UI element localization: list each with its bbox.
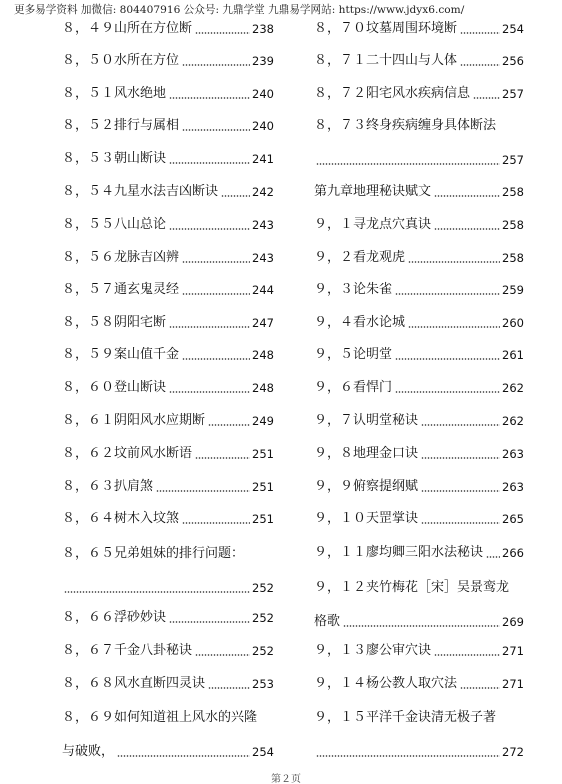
toc-entry-title: ８，６２坟前风水断语 — [62, 446, 193, 461]
toc-leader-row — [62, 641, 274, 661]
toc-page-number: 241 — [252, 152, 274, 166]
toc-page-number: 251 — [252, 512, 274, 526]
toc-page-number: 254 — [252, 745, 274, 759]
toc-page-number: 247 — [252, 316, 274, 330]
toc-dot-leader — [169, 97, 250, 99]
toc-page-number: 259 — [502, 283, 524, 297]
toc-dot-leader — [208, 687, 250, 689]
toc-dot-leader — [169, 162, 250, 164]
toc-dot-leader — [169, 326, 250, 328]
toc-dot-leader — [395, 391, 500, 393]
toc-entry-title: 第九章地理秘诀赋文 — [314, 184, 432, 199]
toc-leader-row — [62, 444, 274, 464]
toc-entry-title: ８，５３朝山断诀 — [62, 151, 167, 166]
toc-page-number: 262 — [502, 414, 524, 428]
toc-page-number: 263 — [502, 447, 524, 461]
toc-leader-row — [314, 477, 524, 497]
toc-entry-line — [62, 544, 274, 564]
toc-entry-line — [314, 116, 524, 136]
toc-entry-title: ９，１４杨公教人取穴法 — [314, 676, 458, 691]
toc-leader-row — [62, 345, 274, 365]
toc-entry-title: ９，１寻龙点穴真诀 — [314, 217, 432, 232]
toc-leader-row — [62, 51, 274, 71]
toc-leader-row — [314, 182, 524, 202]
toc-page-number: 271 — [502, 677, 524, 691]
toc-leader-row — [314, 248, 524, 268]
toc-leader-row — [314, 150, 524, 170]
toc-entry-title: ８，６５兄弟姐妹的排行问题： — [62, 546, 245, 561]
toc-dot-leader — [434, 228, 500, 230]
toc-leader-row — [314, 674, 524, 694]
toc-entry-title: ８，６３扒肩煞 — [62, 479, 154, 494]
toc-leader-row — [314, 215, 524, 235]
toc-dot-leader — [182, 64, 250, 66]
page-header-banner — [0, 0, 562, 20]
toc-leader-row — [62, 116, 274, 136]
toc-entry-title: ９，７认明堂秘诀 — [314, 413, 419, 428]
toc-dot-leader — [182, 261, 250, 263]
toc-leader-row — [62, 313, 274, 333]
toc-entry-title: ９，１１廖均卿三阳水法秘诀 — [314, 545, 484, 560]
toc-page-number: 258 — [502, 185, 524, 199]
toc-entry-title: ８，５０水所在方位 — [62, 53, 180, 68]
toc-page-number: 257 — [502, 153, 524, 167]
toc-dot-leader — [117, 755, 250, 757]
footer-text: 第２页 — [271, 774, 301, 784]
toc-dot-leader — [434, 654, 500, 656]
toc-page-number: 240 — [252, 87, 274, 101]
toc-dot-leader — [182, 522, 250, 524]
toc-dot-leader — [421, 490, 500, 492]
toc-entry-title: ８，６６浮砂妙诀 — [62, 610, 167, 625]
toc-leader-row — [62, 19, 274, 39]
toc-page-number: 248 — [252, 381, 274, 395]
toc-entry-title: ９，１５平洋千金诀清无极子著 — [314, 710, 497, 725]
toc-page-number: 258 — [502, 218, 524, 232]
toc-dot-leader — [460, 32, 500, 34]
toc-dot-leader — [421, 522, 500, 524]
toc-entry-title: ８，７１二十四山与人体 — [314, 53, 458, 68]
toc-entry-title: ９，８地理金口诀 — [314, 446, 419, 461]
toc-dot-leader — [408, 326, 500, 328]
toc-leader-row — [62, 378, 274, 398]
toc-page-number: 256 — [502, 54, 524, 68]
header-text: 更多易学资料 加微信: 804407916 公众号: 九鼎学堂 九鼎易学网站: https://www.jdyx6.com/ — [14, 4, 465, 16]
toc-page-number: 249 — [252, 414, 274, 428]
toc-entry-title: ８，６９如何知道祖上风水的兴隆 — [62, 710, 258, 725]
toc-entry-title: ９，２看龙观虎 — [314, 250, 406, 265]
toc-dot-leader — [316, 163, 500, 165]
toc-entry-title: ８，５８阴阳宅断 — [62, 315, 167, 330]
toc-leader-row — [62, 608, 274, 628]
toc-page-number: 254 — [502, 22, 524, 36]
toc-leader-row — [62, 280, 274, 300]
toc-page-number: 248 — [252, 348, 274, 362]
toc-entry-line — [314, 708, 524, 728]
toc-dot-leader — [221, 195, 250, 197]
toc-entry-line — [62, 708, 274, 728]
toc-entry-title: ９，１３廖公审穴诀 — [314, 643, 432, 658]
toc-entry-title: ８，５４九星水法吉凶断诀 — [62, 184, 219, 199]
toc-page-number: 253 — [252, 677, 274, 691]
toc-entry-title: ９，９俯察提纲赋 — [314, 479, 419, 494]
toc-page-number: 257 — [502, 87, 524, 101]
toc-page-number: 239 — [252, 54, 274, 68]
toc-dot-leader — [156, 490, 250, 492]
toc-dot-leader — [460, 687, 500, 689]
toc-leader-row — [62, 215, 274, 235]
toc-entry-title: ９，３论朱雀 — [314, 282, 393, 297]
toc-leader-row — [314, 345, 524, 365]
toc-entry-title: ９，５论明堂 — [314, 347, 393, 362]
toc-page-number: 269 — [502, 615, 524, 629]
toc-leader-row — [62, 578, 274, 598]
toc-dot-leader — [208, 424, 250, 426]
toc-leader-row — [62, 149, 274, 169]
toc-entry-title: ８，５２排行与属相 — [62, 118, 180, 133]
toc-dot-leader — [343, 625, 500, 627]
toc-leader-row — [62, 411, 274, 431]
toc-entry-title: ８，５５八山总论 — [62, 217, 167, 232]
toc-leader-row — [314, 444, 524, 464]
toc-page-number: 252 — [252, 644, 274, 658]
toc-leader-row — [62, 477, 274, 497]
toc-dot-leader — [395, 358, 500, 360]
toc-entry-title: ９，６看悍门 — [314, 380, 393, 395]
toc-dot-leader — [195, 457, 250, 459]
toc-dot-leader — [460, 64, 500, 66]
toc-dot-leader — [169, 228, 250, 230]
toc-dot-leader — [421, 457, 500, 459]
toc-page-number: 243 — [252, 251, 274, 265]
toc-entry-title: ８，７０坟墓周围环境断 — [314, 21, 458, 36]
toc-page-number: 243 — [252, 218, 274, 232]
toc-page-number: 238 — [252, 22, 274, 36]
toc-dot-leader — [473, 97, 500, 99]
toc-leader-row — [62, 182, 274, 202]
toc-leader-row — [62, 84, 274, 104]
toc-entry-line — [314, 578, 524, 598]
toc-dot-leader — [408, 261, 500, 263]
toc-entry-title: ８，５９案山值千金 — [62, 347, 180, 362]
toc-leader-row — [62, 674, 274, 694]
toc-entry-title: ９，４看水论城 — [314, 315, 406, 330]
toc-dot-leader — [169, 391, 250, 393]
toc-leader-row — [62, 742, 274, 762]
toc-entry-title: ９，１０天罡掌诀 — [314, 511, 419, 526]
toc-leader-row — [314, 280, 524, 300]
toc-leader-row — [314, 378, 524, 398]
toc-entry-title: ８，５６龙脉吉凶辨 — [62, 250, 180, 265]
toc-page-number: 260 — [502, 316, 524, 330]
page-footer — [271, 773, 301, 784]
toc-dot-leader — [434, 195, 500, 197]
toc-page-number: 272 — [502, 745, 524, 759]
toc-page-number: 266 — [502, 546, 524, 560]
toc-dot-leader — [316, 755, 500, 757]
toc-entry-title: ９，１２夹竹梅花［宋］吴景鸾龙 — [314, 580, 510, 595]
toc-leader-row — [314, 742, 524, 762]
toc-entry-title: 与破败， — [62, 744, 115, 759]
toc-leader-row — [314, 509, 524, 529]
toc-page-number: 242 — [252, 185, 274, 199]
toc-entry-title: ８，５１风水绝地 — [62, 86, 167, 101]
toc-entry-title: 格歌 — [314, 614, 341, 629]
toc-leader-row — [314, 543, 524, 563]
toc-dot-leader — [182, 293, 250, 295]
toc-leader-row — [314, 84, 524, 104]
toc-dot-leader — [64, 591, 250, 593]
toc-leader-row — [314, 313, 524, 333]
toc-dot-leader — [486, 556, 500, 558]
toc-entry-title: ８，６０登山断诀 — [62, 380, 167, 395]
toc-page-number: 263 — [502, 480, 524, 494]
toc-dot-leader — [182, 358, 250, 360]
toc-page-number: 240 — [252, 119, 274, 133]
toc-page-number: 258 — [502, 251, 524, 265]
toc-entry-title: ８，６７千金八卦秘诀 — [62, 643, 193, 658]
toc-entry-title: ８，６１阴阳风水应期断 — [62, 413, 206, 428]
toc-leader-row — [314, 612, 524, 632]
toc-leader-row — [314, 19, 524, 39]
toc-page-number: 271 — [502, 644, 524, 658]
toc-page-number: 252 — [252, 611, 274, 625]
toc-dot-leader — [182, 129, 250, 131]
toc-leader-row — [62, 248, 274, 268]
toc-entry-title: ８，４９山所在方位断 — [62, 21, 193, 36]
toc-page-number: 265 — [502, 512, 524, 526]
toc-dot-leader — [195, 32, 250, 34]
toc-entry-title: ８，５７通玄鬼灵经 — [62, 282, 180, 297]
toc-page-number: 261 — [502, 348, 524, 362]
toc-leader-row — [62, 509, 274, 529]
toc-entry-title: ８，７３终身疾病缠身具体断法 — [314, 118, 497, 133]
toc-entry-title: ８，６８风水直断四灵诀 — [62, 676, 206, 691]
toc-leader-row — [314, 411, 524, 431]
toc-leader-row — [314, 51, 524, 71]
toc-page-number: 252 — [252, 581, 274, 595]
toc-page-number: 262 — [502, 381, 524, 395]
toc-dot-leader — [169, 621, 250, 623]
toc-leader-row — [314, 641, 524, 661]
toc-page-number: 251 — [252, 480, 274, 494]
toc-dot-leader — [195, 654, 250, 656]
toc-page-number: 251 — [252, 447, 274, 461]
toc-entry-title: ８，７２阳宅风水疾病信息 — [314, 86, 471, 101]
toc-dot-leader — [421, 424, 500, 426]
toc-page-number: 244 — [252, 283, 274, 297]
toc-dot-leader — [395, 293, 500, 295]
toc-entry-title: ８，６４树木入坟煞 — [62, 511, 180, 526]
